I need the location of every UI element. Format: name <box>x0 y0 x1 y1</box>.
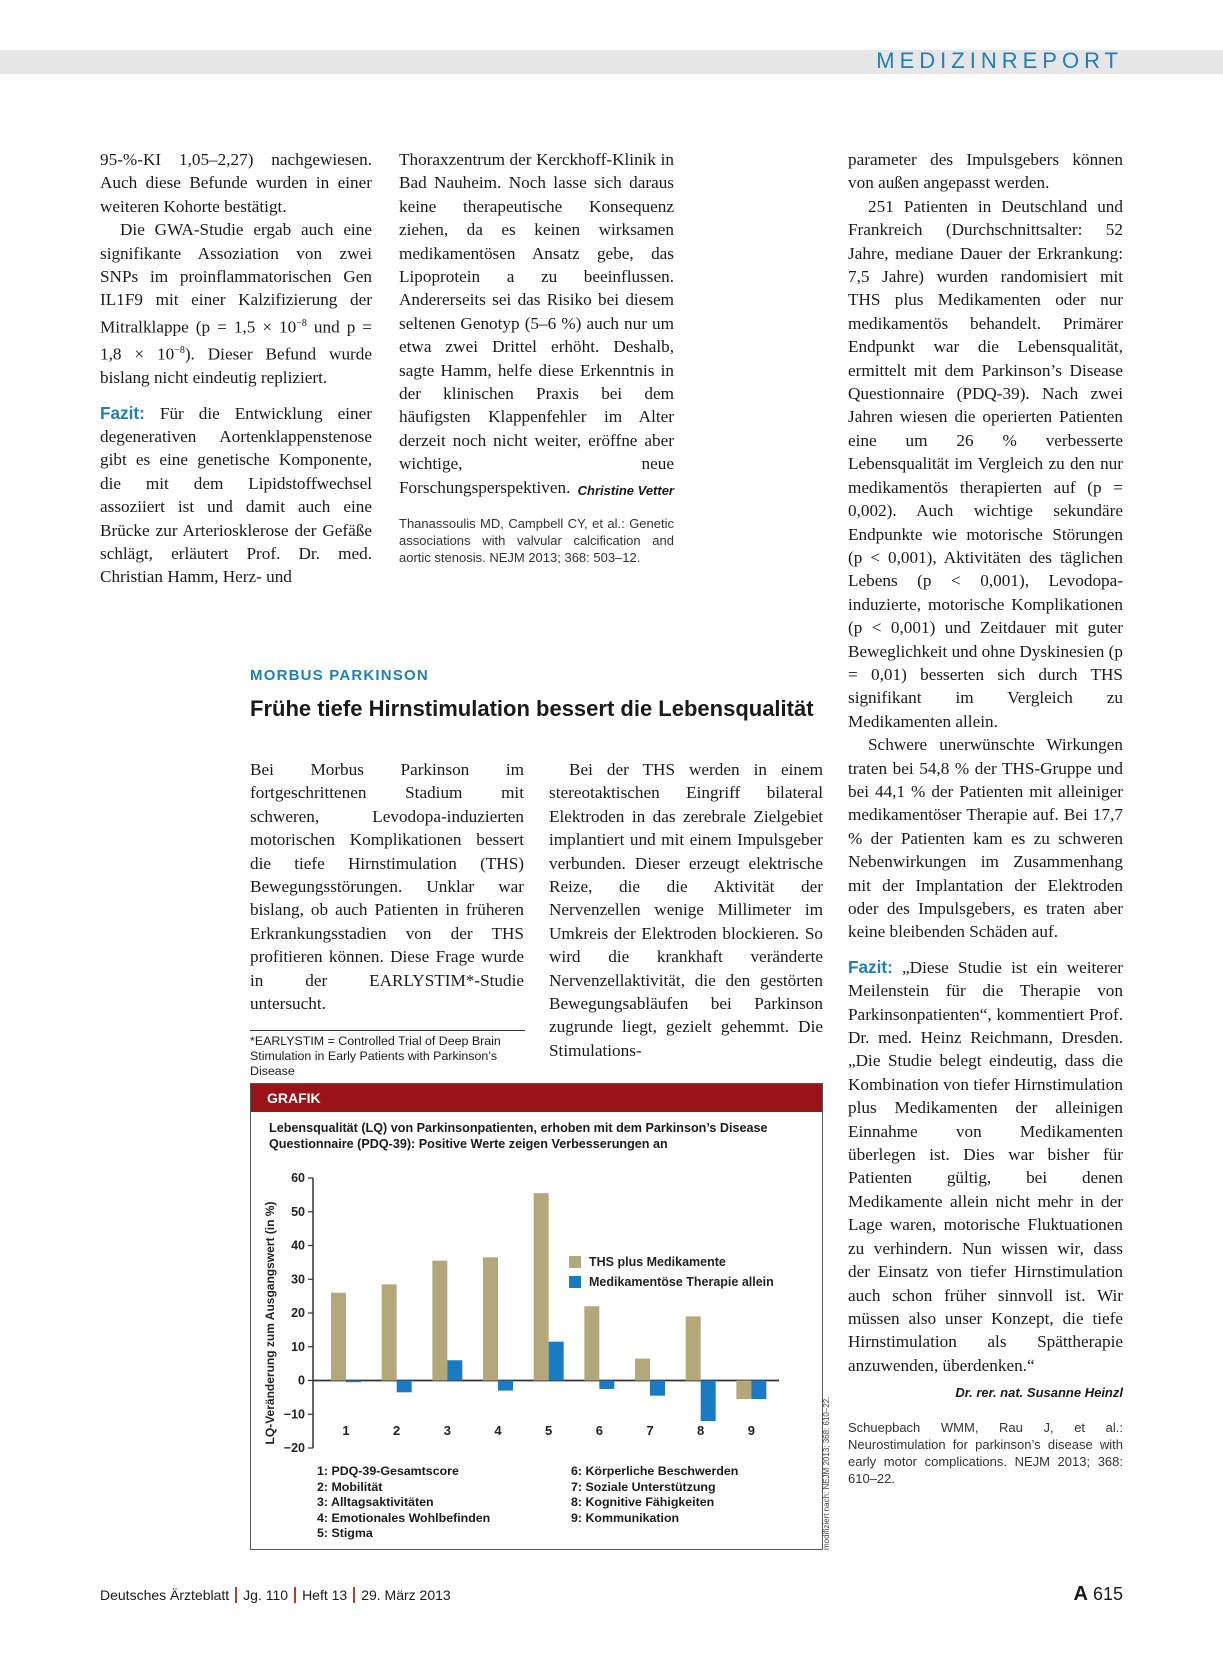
text: Die GWA-Studie ergab auch eine signifikante Assoziation von zwei SNPs im proinflammatorischen Gen IL1F9 mit einer Kalzifizierung der Mitralklappe (p = 1,5 × 10 <box>100 220 372 337</box>
bar-ths-2 <box>382 1284 397 1380</box>
y-tick-label: 20 <box>291 1306 305 1320</box>
category-legend-item: 2: Mobilität <box>317 1479 383 1494</box>
bar-ths-5 <box>534 1193 549 1380</box>
section-title: MEDIZINREPORT <box>876 48 1123 73</box>
category-number-label: 4 <box>494 1423 502 1439</box>
fazit-paragraph <box>100 402 372 589</box>
category-number-label: 8 <box>697 1423 705 1439</box>
column-1 <box>100 148 372 589</box>
date: 29. März 2013 <box>361 1587 451 1603</box>
category-legend-item: 3: Alltagsaktivitäten <box>317 1495 434 1509</box>
paragraph: 95-%-KI 1,05–2,27) nachgewiesen. Auch diese Befunde wurden in einer weiteren Kohorte bestätigt. <box>100 150 372 216</box>
article-rubric: MORBUS PARKINSON <box>250 667 429 684</box>
fazit-label: Fazit: <box>100 402 145 423</box>
separator <box>235 1587 237 1603</box>
chart-title: Lebensqualität (LQ) von Parkinsonpatienten, erhoben mit dem Parkinson’s Disease Questionnaire (PDQ-39): Positive Werte zeigen Verbesserungen an <box>269 1121 768 1151</box>
article-column-b <box>549 758 823 1062</box>
category-number-label: 1 <box>342 1423 350 1439</box>
footnote: *EARLYSTIM = Controlled Trial of Deep Brain Stimulation in Early Patients with Parkinson’s Disease <box>250 1030 525 1079</box>
paragraph: 251 Patienten in Deutschland und Frankreich (Durchschnittsalter: 52 Jahre, mediane Dauer der Erkrankung: 7,5 Jahre) wurden randomisiert mit THS plus Medikamenten oder nur medikamentös behandelt. Primärer Endpunkt war die Lebensqualität, ermittelt mit dem Parkinson’s Disease Questionnaire (PDQ-39). Nach zwei Jahren wiesen die operierten Patienten eine um 26 % verbesserte Lebensqualität im Vergleich zu den nur medikamentös therapierten auf (p = 0,002). Auch wichtige sekundäre Endpunkte wie motorische Störungen (p < 0,001), Aktivitäten des täglichen Lebens (p < 0,001), Levodopa-induzierte, motorische Komplikationen (p < 0,001) und Zeitdauer mit guter Beweglichkeit und ohne Dyskinesien (p = 0,01) besserten sich durch THS signifikant im Vergleich zu Medikamenten allein. <box>848 196 1123 731</box>
bar-medication-1 <box>346 1381 361 1383</box>
bar-ths-4 <box>483 1257 498 1380</box>
reference: Thanassoulis MD, Campbell CY, et al.: Genetic associations with valvular calcification and aortic stenosis. NEJM 2013; 368: 503–12. <box>399 515 674 565</box>
fazit-text: Für die Entwicklung einer degenerativen Aortenklappenstenose gibt es eine genetische Komponente, die mit dem Lipidstoffwechsel assoziiert ist und damit auch eine Brücke zur Arteriosklerose der Gefäße schlägt, erläutert Prof. Dr. med. Christian Hamm, Herz- und <box>100 403 372 587</box>
category-number-label: 3 <box>443 1423 451 1439</box>
category-number-label: 9 <box>747 1423 755 1439</box>
y-tick-label: 0 <box>298 1373 305 1388</box>
fazit-text: „Diese Studie ist ein weiterer Meilenstein für die Therapie von Parkinsonpatienten“, kommentiert Prof. Dr. med. Heinz Reichmann, Dresden. „Die Studie belegt eindeutig, dass die Kombination von tiefer Hirnstimulation plus Medikamenten der alleinigen Einnahme von Medikamenten überlegen ist. Dies war bisher für Patienten gültig, bei denen Medikamente allein nicht mehr in der Lage waren, motorische Fluktuationen zu verhindern. Nun wissen wir, dass der Einsatz von tiefer Hirnstimulation auch schon früher sinnvoll ist. Wir müssen also unser Konzept, die tiefe Hirnstimulation als Spättherapie anzuwenden, überdenken.“ <box>848 957 1123 1375</box>
author-credit: Dr. rer. nat. Susanne Heinzl <box>955 1385 1123 1401</box>
legend-swatch <box>569 1276 581 1288</box>
paragraph <box>100 218 372 389</box>
category-legend-item: 1: PDQ-39-Gesamtscore <box>317 1464 459 1478</box>
category-legend-item: 5: Stigma <box>317 1526 373 1540</box>
source-note <box>822 1396 834 1550</box>
bar-medication-8 <box>701 1381 716 1422</box>
bar-medication-6 <box>599 1381 614 1389</box>
category-number-label: 7 <box>646 1423 654 1439</box>
separator <box>294 1587 296 1603</box>
category-legend-item: 6: Körperliche Beschwerden <box>571 1464 739 1478</box>
category-legend-item: 9: Kommunikation <box>571 1510 680 1525</box>
journal-name: Deutsches Ärzteblatt <box>100 1587 230 1603</box>
paragraph: Bei Morbus Parkinson im fortgeschrittenen Stadium mit schweren, Levodopa-induzierten motorischen Komplikationen bessert die tiefe Hirnstimulation (THS) Bewegungsstörungen. Unklar war bislang, ob auch Patienten in früheren Erkrankungsstadien von der THS profitieren können. Diese Frage wurde in der EARLYSTIM*-Studie untersucht. <box>250 760 524 1014</box>
y-tick-label: −10 <box>283 1407 305 1422</box>
y-axis-label: LQ-Veränderung zum Ausgangswert (in %) <box>263 1201 277 1445</box>
bar-ths-9 <box>736 1381 751 1400</box>
footer <box>100 1587 451 1603</box>
volume: Jg. 110 <box>243 1587 289 1603</box>
fazit-paragraph <box>848 956 1123 1377</box>
bar-ths-3 <box>432 1261 447 1381</box>
y-tick-label: 40 <box>291 1238 305 1253</box>
category-legend-right <box>571 1464 738 1526</box>
article-column-a <box>250 758 524 1015</box>
category-number-label: 6 <box>595 1423 603 1439</box>
category-legend-item: 8: Kognitive Fähigkeiten <box>571 1495 715 1509</box>
author-credit: Christine Vetter <box>577 483 674 499</box>
paragraph: parameter des Impulsgebers können von außen angepasst werden. <box>848 150 1123 193</box>
column-3 <box>848 148 1123 1487</box>
column-2 <box>399 148 674 566</box>
bar-ths-6 <box>584 1306 599 1380</box>
category-number-label: 2 <box>393 1423 401 1439</box>
separator <box>353 1587 355 1603</box>
paragraph: Schwere unerwünschte Wirkungen traten bei 54,8 % der THS-Gruppe und bei 44,1 % der Patienten mit alleiniger medikamentöser Therapie auf. Bei 17,7 % der Patienten kam es zu schweren Nebenwirkungen im Zusammenhang mit der Implantation der Elektroden oder des Impulsgebers, es traten aber keine bleibenden Schäden auf. <box>848 735 1123 942</box>
category-legend-left <box>317 1464 490 1542</box>
issue: Heft 13 <box>302 1587 348 1603</box>
y-tick-label: 30 <box>291 1272 305 1287</box>
text: ). Dieser Befund wurde bislang nicht eindeutig repliziert. <box>100 344 372 388</box>
bar-ths-1 <box>331 1293 346 1381</box>
category-legend-item: 7: Soziale Unterstützung <box>571 1479 716 1494</box>
text: und p = 1,8 × 10 <box>100 317 372 364</box>
bar-medication-5 <box>549 1342 564 1381</box>
page-prefix: A <box>1073 1583 1088 1605</box>
bar-medication-2 <box>397 1381 412 1393</box>
legend-label: Medikamentöse Therapie allein <box>589 1275 774 1289</box>
chart-header: GRAFIK <box>251 1084 822 1112</box>
bar-ths-8 <box>686 1316 701 1380</box>
superscript: −8 <box>296 317 307 329</box>
reference: Schuepbach WMM, Rau J, et al.: Neurostimulation for parkinson’s disease with early motor complications. NEJM 2013; 368: 610–22. <box>848 1419 1123 1486</box>
y-tick-label: 10 <box>291 1339 305 1354</box>
category-legend-item: 4: Emotionales Wohlbefinden <box>317 1510 491 1525</box>
paragraph: Thoraxzentrum der Kerckhoff-Klinik in Bad Nauheim. Noch lasse sich daraus keine therapeutische Konsequenz ziehen, da es keinen wirksamen medikamentösen Ansatz gebe, das Lipoprotein a zu beeinflussen. Andererseits sei das Risiko bei diesem seltenen Genotyp (5–6 %) auch nur um etwa zwei Drittel erhöht. Deshalb, sagte Hamm, helfe diese Erkenntnis in der klinischen Praxis bei dem häufigsten Klappenfehler im Alter derzeit noch nicht weiter, eröffne aber wichtige, neue Forschungsperspektiven. <box>399 150 674 497</box>
chart-box <box>250 1083 823 1550</box>
y-tick-label: 60 <box>291 1171 305 1185</box>
legend-label: THS plus Medikamente <box>589 1255 726 1269</box>
bar-medication-9 <box>751 1381 766 1400</box>
article-headline: Frühe tiefe Hirnstimulation bessert die Lebensqualität <box>250 696 814 721</box>
bar-medication-3 <box>447 1360 462 1380</box>
page-number <box>1073 1583 1123 1606</box>
bar-ths-7 <box>635 1359 650 1381</box>
page-number-value: 615 <box>1092 1584 1123 1604</box>
paragraph: Bei der THS werden in einem stereotaktischen Eingriff bilateral Elektroden in das zerebrale Zielgebiet implantiert und mit einem Impulsgeber verbunden. Dieser erzeugt elektrische Reize, die die Aktivität der Nervenzellen wenige Millimeter im Umkreis der Elektroden blockieren. So wird die krankhaft veränderte Nervenzellaktivität, die den gestörten Bewegungsabläufen bei Parkinson zugrunde liegt, gezielt gehemmt. Die Stimulations- <box>549 760 823 1060</box>
fazit-label: Fazit: <box>848 956 893 977</box>
source-note-text: modifiziert nach: NEJM 2013; 368: 610–22. <box>822 1396 831 1550</box>
y-tick-label: −20 <box>283 1441 305 1455</box>
bar-medication-7 <box>650 1381 665 1396</box>
category-number-label: 5 <box>545 1423 553 1439</box>
bar-medication-4 <box>498 1381 513 1391</box>
legend-swatch <box>569 1256 581 1268</box>
y-tick-label: 50 <box>291 1204 305 1219</box>
superscript: −8 <box>174 344 185 356</box>
